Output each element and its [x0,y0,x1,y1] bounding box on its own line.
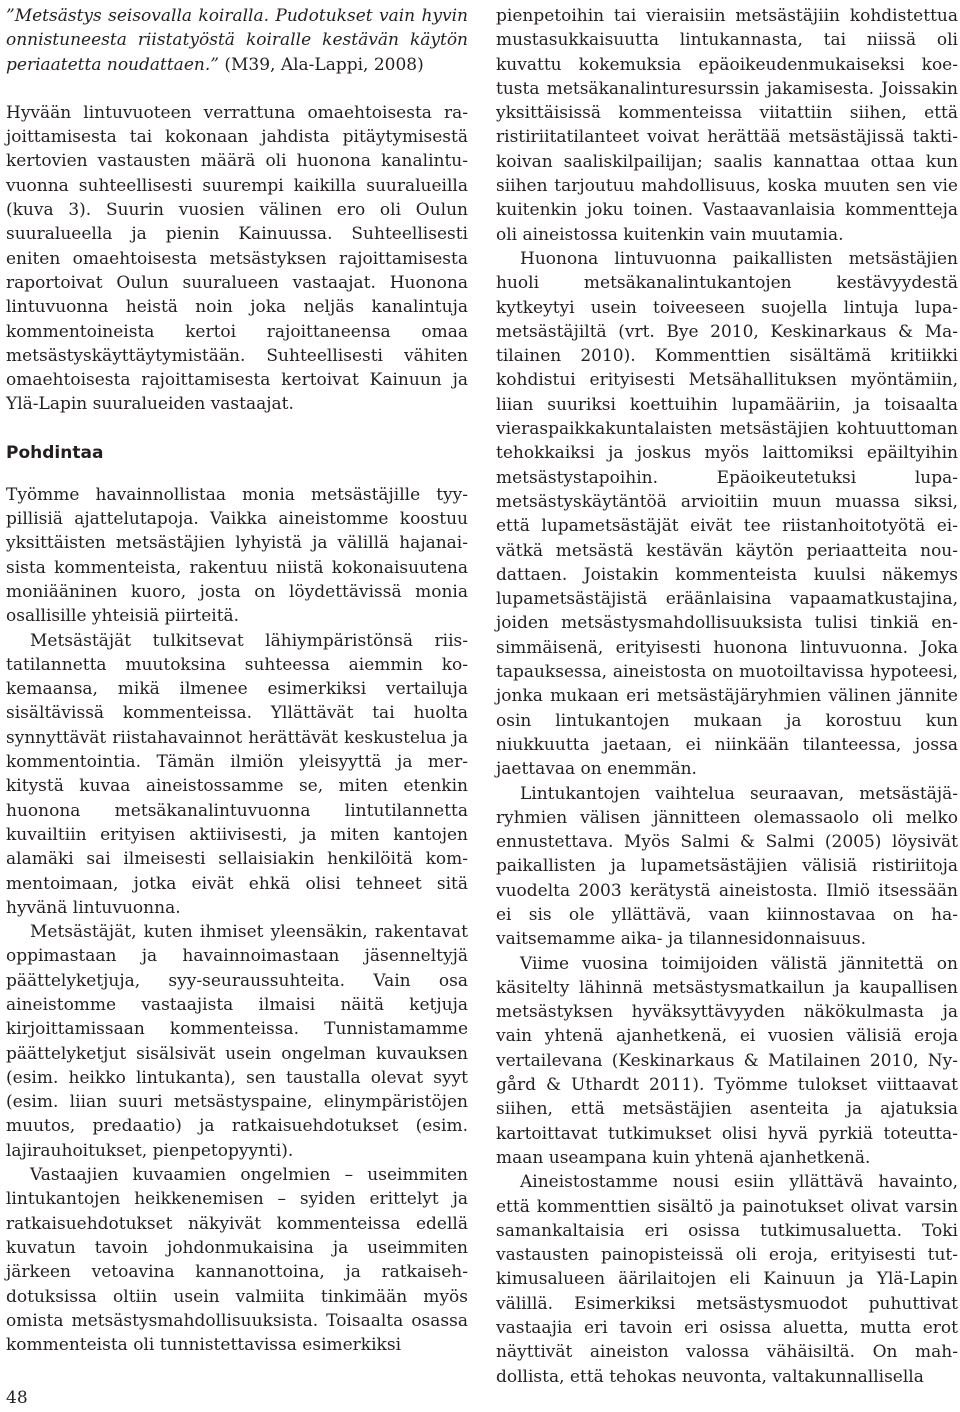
body-paragraph: Huonona lintuvuonna paikallisten metsästäjien huoli metsäkanalintukantojen kestävyydestä kytkeytyi usein toiveeseen suojella lintuja lupametsästäjiltä (vrt. Bye 2010, Keskinarkaus & Matilainen 2010). Kommenttien sisältämä kritiikki kohdistui erityisesti Metsähallituksen myöntämiin, liian suuriksi koettuihin lupamääriin, ja toisaalta vieraspaikkakuntalaisten metsästäjien kohtuuttoman tehokkaiksi ja joskus myös laittomiksi epäiltyihin metsästystapoihin. Epäoikeutetuksi lupametsästyskäytäntöä arvioitiin muun muassa siksi, että lupametsästäjät eivät tee riistanhoitotyötä eivätkä metsästä kestävän käytön periaatteita noudattaen. Joistakin kommenteista kuulsi näkemys lupametsästäjistä eräänlaisina vapaamatkustajina, joiden metsästysmahdollisuuksista tulisi tinkiä ensimmäisenä, erityisesti huonona lintuvuonna. Joka tapauksessa, aineistosta on muotoiltavissa hypoteesi, jonka mukaan eri metsästäjäryhmien välinen jännite osin lintukantojen mukaan ja korostuu kun niukkuutta jaetaan, ei niinkään tilanteessa, jossa jaettavaa on enemmän. [496,248,958,780]
body-paragraph: Viime vuosina toimijoiden välistä jännitettä on käsitelty lähinnä metsästysmatkailun ja kaupallisen metsästyksen hyväksyttävyyden näkökulmasta ja vain yhtenä ajanhetkenä, ei vuosien välisiä eroja vertailevana (Keskinarkaus & Matilainen 2010, Nygård & Uthardt 2011). Työmme tulokset viittaavat siihen, että metsästäjien asenteita ja ajatuksia kartoittavat tutkimukset olisi hyvä pyrkiä toteuttamaan useampana kuin yhtenä ajanhetkenä. [496,953,958,1168]
body-paragraph: Työmme havainnollistaa monia metsästäjille tyypillisiä ajattelutapoja. Vaikka aineistomme koostuu yksittäisten metsästäjien lyhyistä ja välillä hajanaisista kommenteista, rakentuu niistä kokonaisuutena moniääninen kuoro, josta on löydettävissä monia osallisille yhteisiä piirteitä. [6,484,468,627]
body-paragraph: Metsästäjät tulkitsevat lähiympäristönsä riistatilannetta muutoksina suhteessa aiemmin kokemaansa, mikä ilmenee esimerkiksi vertailuja sisältävissä kommenteissa. Yllättävät tai huolta synnyttävät riistahavainnot herättävät keskustelua ja kommentointia. Tämän ilmiön yleisyyttä ja merkitystä kuvaa aineistossamme se, miten etenkin huonona metsäkanalintuvuonna lintutilannetta kuvailtiin erityisen aktiivisesti, ja miten kantojen alamäki sai ilmeisesti sellaisiakin henkilöitä kommentoimaan, jotka eivät ehkä olisi tehneet sitä hyvänä lintuvuonna. [6,630,468,918]
body-paragraph: Metsästäjät, kuten ihmiset yleensäkin, rakentavat oppimastaan ja havainnoimastaan jäsenneltyjä päättelyketjuja, syy-seuraussuhteita. Vain osa aineistomme vastaajista ilmaisi näitä ketjuja kirjoittamissaan kommenteissa. Tunnistamamme päättelyketjut sisälsivät usein ongelman kuvauksen (esim. heikko lintukanta), sen taustalla olevat syyt (esim. liian suuri metsästyspaine, elinympäristöjen muutos, predaatio) ja ratkaisuehdotukset (esim. lajirauhoitukset, pienpetopyynti). [6,922,468,1161]
body-paragraph: Aineistostamme nousi esiin yllättävä havainto, että kommenttien sisältö ja painotukset olivat varsin samankaltaisia eri osissa tutkimusaluetta. Toki vastausten painopisteissä oli eroja, erityisesti tutkimusalueen äärilaitojen eli Kainuun ja Ylä-Lapin välillä. Esimerkiksi metsästysmuodot puhuttivat vastaajia eri tavoin eri osissa aluetta, mutta erot näyttivät aineiston valossa vähäisiltä. On mahdollista, että tehokas neuvonta, valtakunnallisella [496,1172,958,1387]
body-paragraph: Lintukantojen vaihtelua seuraavan, metsästäjäryhmien välisen jännitteen olemassaolo oli melko ennustettava. Myös Salmi & Salmi (2005) löysivät paikallisten ja lupametsästäjien välisiä ristiriitoja vuodelta 2003 kerätystä aineistosta. Ilmiö itsessään ei sis ole yllättävä, vaan kiinnostavaa on havaitsemamme aika- ja tilannesidonnaisuus. [496,783,958,950]
body-paragraph: Hyvään lintuvuoteen verrattuna omaehtoisesta rajoittamisesta tai kokonaan jahdista pitäytymisestä kertovien vastausten määrä oli huonona kanalintuvuonna suhteellisesti suurempi kaikilla suuralueilla (kuva 3). Suurin vuosien välinen ero oli Oulun suuralueella ja pienin Kainuussa. Suhteellisesti eniten omaehtoisesta metsästyksen rajoittamisesta raportoivat Oulun suuralueen vastaajat. Huonona lintuvuonna heistä noin joka neljäs kanalintuja kommentoineista kertoi rajoittaneensa omaa metsästyskäyttäytymistään. Suhteellisesti vähiten omaehtoisesta rajoittamisesta kertoivat Kainuun ja Ylä-Lapin suuralueiden vastaajat. [6,102,468,415]
body-paragraph: Vastaajien kuvaamien ongelmien – useimmiten lintukantojen heikkenemisen – syiden erittelyt ja ratkaisuehdotukset näkyivät kommenteissa edellä kuvatun tavoin johdonmukaisina ja useimmiten järkeen vetoavina kannanottoina, ja ratkaisehdotuksissa oltiin usein valmiita tinkimään myös omista metsästysmahdollisuuksista. Toisaalta osassa kommenteista oli tunnistettavissa esimerkiksi [6,1165,468,1356]
quote-citation: (M39, Ala-Lappi, 2008) [218,54,424,75]
quote-text: ”Metsästys seisovalla koiralla. Pudotukset vain hyvin onnistuneesta riistatyöstä koiralle kestävän käytön periaatetta noudattaen.” [6,6,468,75]
page-number: 48 [6,1388,28,1408]
right-column [496,4,958,1389]
quote-paragraph [6,4,468,77]
left-column [6,4,468,1357]
body-paragraph: pienpetoihin tai vieraisiin metsästäjiin kohdistettua mustasukkaisuutta lintukannasta, tai niissä oli kuvattu kokemuksia epäoikeudenmukaiseksi koetusta metsäkanalinturesurssin jakamisesta. Joissakin yksittäisissä kommenteissa viitattiin siihen, että ristiriitatilanteet voivat herättää metsästäjissä taktikoivan saaliskilpailijan; saalis kannattaa ottaa kun siihen tarjoutuu mahdollisuus, koska muuten sen vie kuitenkin joku toinen. Vastaavanlaisia kommentteja oli aineistossa kuitenkin vain muutamia. [496,6,958,245]
section-heading: Pohdintaa [6,442,104,463]
